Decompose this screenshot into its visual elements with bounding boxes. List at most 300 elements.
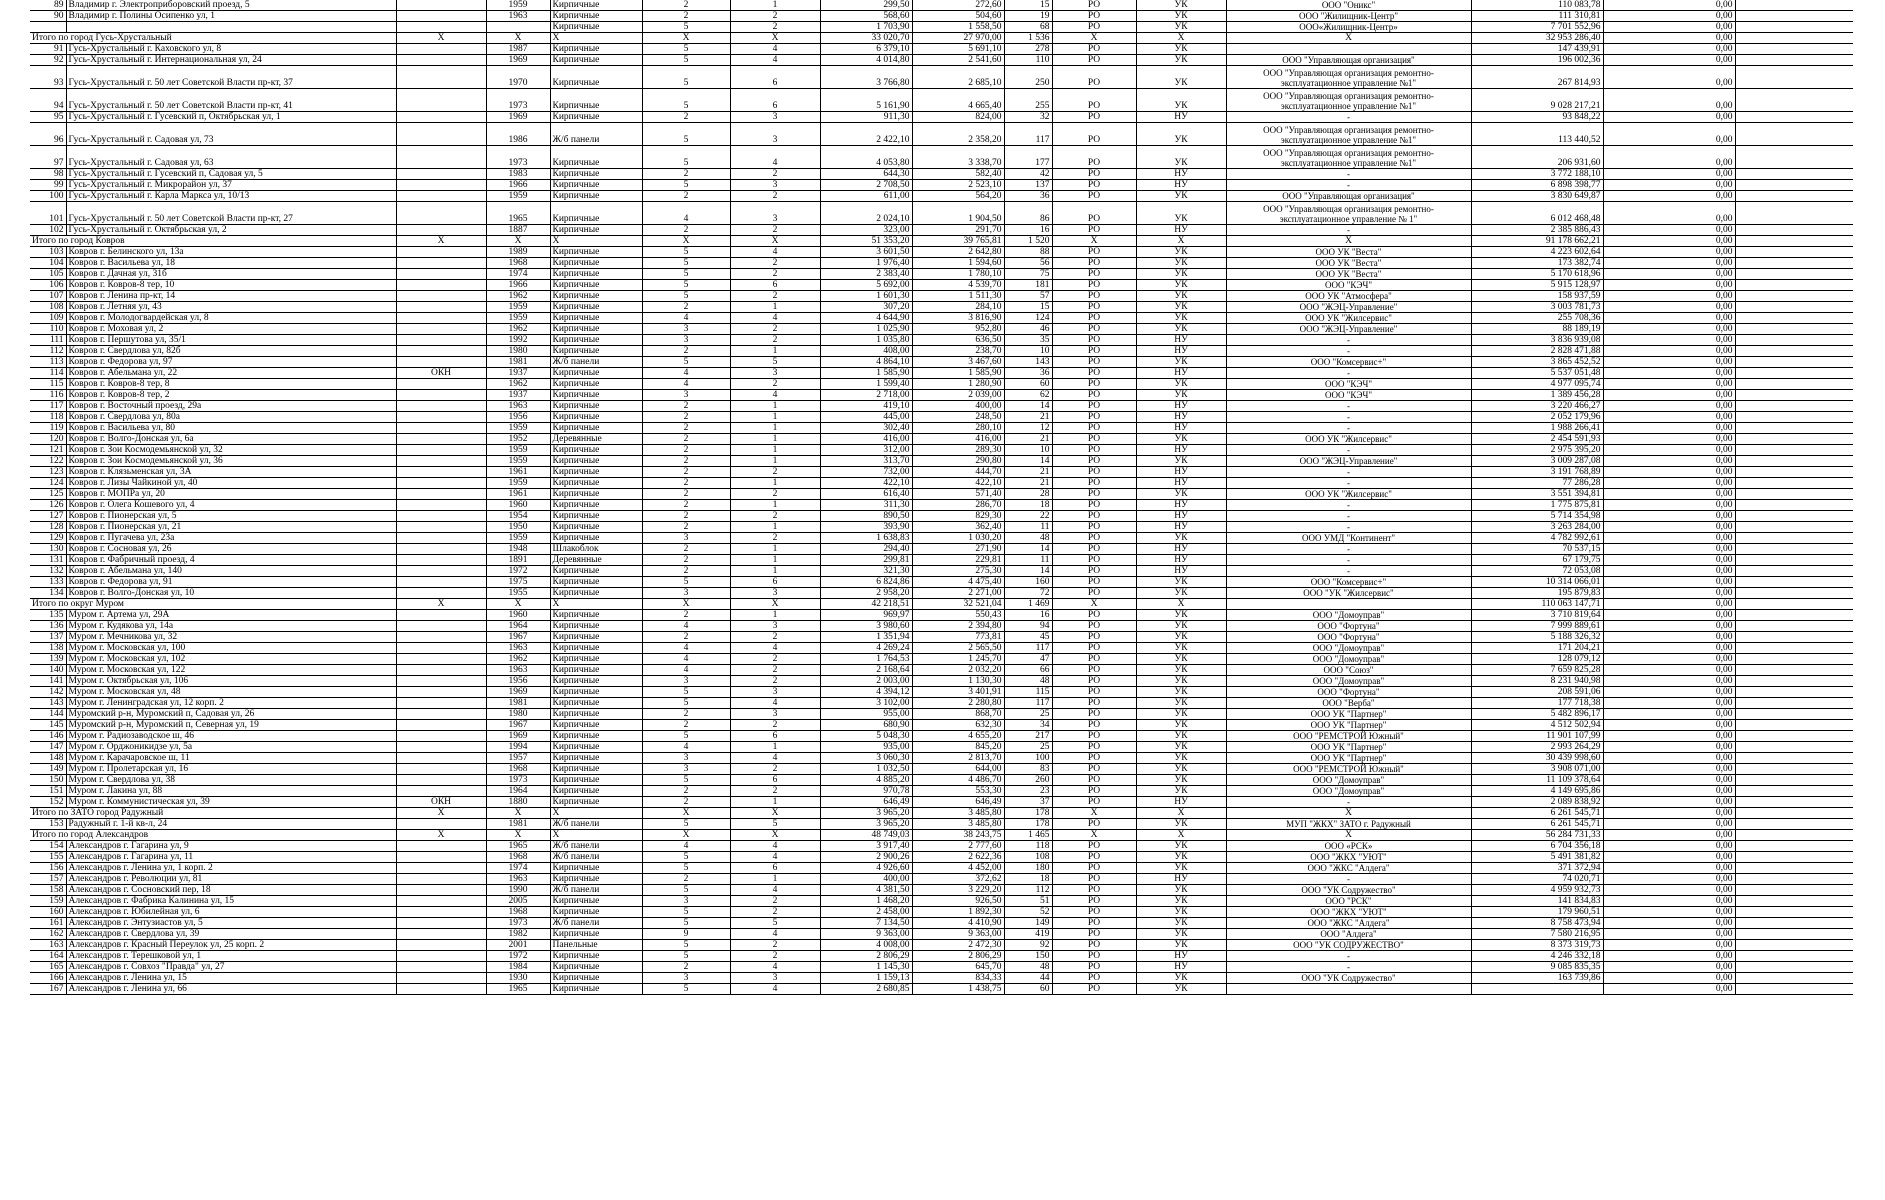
row-number: 146	[30, 731, 66, 742]
row-number: 159	[30, 896, 66, 907]
year-cell: 1960	[486, 610, 550, 621]
floors-cell: 5	[642, 775, 730, 786]
table-row	[30, 456, 1853, 467]
fund-method-cell: РО	[1052, 533, 1136, 544]
table-row	[30, 577, 1853, 588]
management-cell: НУ	[1136, 169, 1226, 180]
living-area-cell: 271,90	[912, 544, 1004, 555]
total-area-cell: 313,70	[820, 456, 912, 467]
heritage-cell	[396, 973, 486, 984]
entrances-cell: 2	[730, 258, 820, 269]
heritage-cell	[396, 467, 486, 478]
residents-cell: 62	[1004, 390, 1052, 401]
row-number: 124	[30, 478, 66, 489]
cost-cell: 2 385 886,43	[1471, 225, 1603, 236]
address-cell: Александров г. Ленина ул, 66	[66, 984, 396, 995]
year-cell: 1962	[486, 291, 550, 302]
residents-cell: 52	[1004, 907, 1052, 918]
subtotal-row	[30, 236, 1853, 247]
fund-method-cell: РО	[1052, 863, 1136, 874]
material-cell: Кирпичные	[550, 401, 642, 412]
row-number: 93	[30, 66, 66, 89]
year-cell: 1972	[486, 566, 550, 577]
living-area-cell: 829,30	[912, 511, 1004, 522]
material-cell: Кирпичные	[550, 368, 642, 379]
row-number: 138	[30, 643, 66, 654]
material-cell: Кирпичные	[550, 621, 642, 632]
zero-cell: 0,00	[1603, 731, 1735, 742]
table-row	[30, 544, 1853, 555]
entrances-cell: 1	[730, 456, 820, 467]
zero-cell: 0,00	[1603, 423, 1735, 434]
residents-cell: 1 536	[1004, 33, 1052, 44]
organization-cell: ООО "ЖКС "Алдега"	[1226, 918, 1471, 929]
row-number: 89	[30, 0, 66, 11]
living-area-cell: 416,00	[912, 434, 1004, 445]
table-row	[30, 731, 1853, 742]
entrances-cell: 2	[730, 191, 820, 202]
row-number: 102	[30, 225, 66, 236]
organization-cell: ООО "РЕМСТРОЙ Южный"	[1226, 764, 1471, 775]
cost-cell: 3 830 649,87	[1471, 191, 1603, 202]
floors-cell: 4	[642, 643, 730, 654]
table-row	[30, 819, 1853, 830]
zero-cell: 0,00	[1603, 313, 1735, 324]
living-area-cell: 3 229,20	[912, 885, 1004, 896]
floors-cell: 2	[642, 797, 730, 808]
management-cell: УК	[1136, 258, 1226, 269]
cost-cell: 70 537,15	[1471, 544, 1603, 555]
fund-method-cell: РО	[1052, 929, 1136, 940]
management-cell: НУ	[1136, 112, 1226, 123]
address-cell: Муром г. Московская ул, 100	[66, 643, 396, 654]
zero-cell: 0,00	[1603, 390, 1735, 401]
management-cell: УК	[1136, 302, 1226, 313]
year-cell: 1966	[486, 180, 550, 191]
residents-cell: 11	[1004, 555, 1052, 566]
heritage-cell	[396, 313, 486, 324]
fund-method-cell: X	[1052, 808, 1136, 819]
cost-cell: 110 063 147,71	[1471, 599, 1603, 610]
heritage-cell	[396, 544, 486, 555]
address-cell: Ковров г. Федорова ул, 91	[66, 577, 396, 588]
total-area-cell: 6 824,86	[820, 577, 912, 588]
living-area-cell: 275,30	[912, 566, 1004, 577]
total-area-cell: 7 134,50	[820, 918, 912, 929]
spacer-cell	[1735, 291, 1853, 302]
floors-cell: 3	[642, 676, 730, 687]
year-cell: 1989	[486, 247, 550, 258]
address-cell: Ковров г. Першутова ул, 35/1	[66, 335, 396, 346]
residents-cell: 108	[1004, 852, 1052, 863]
residents-cell: 46	[1004, 324, 1052, 335]
fund-method-cell: РО	[1052, 665, 1136, 676]
heritage-cell: X	[396, 33, 486, 44]
cost-cell: 3 220 466,27	[1471, 401, 1603, 412]
zero-cell: 0,00	[1603, 44, 1735, 55]
cost-cell: 3 836 939,08	[1471, 335, 1603, 346]
row-number: 161	[30, 918, 66, 929]
cost-cell: 3 191 768,89	[1471, 467, 1603, 478]
address-cell: Муром г. Коммунистическая ул, 39	[66, 797, 396, 808]
cost-cell: 113 440,52	[1471, 123, 1603, 146]
material-cell: Кирпичные	[550, 146, 642, 169]
row-number: 115	[30, 379, 66, 390]
residents-cell: 83	[1004, 764, 1052, 775]
material-cell: Ж/б панели	[550, 357, 642, 368]
material-cell: Кирпичные	[550, 423, 642, 434]
cost-cell: 1 389 456,28	[1471, 390, 1603, 401]
spacer-cell	[1735, 533, 1853, 544]
heritage-cell	[396, 146, 486, 169]
floors-cell: 2	[642, 225, 730, 236]
living-area-cell: 2 622,36	[912, 852, 1004, 863]
residents-cell: 16	[1004, 610, 1052, 621]
organization-cell: -	[1226, 951, 1471, 962]
living-area-cell: 2 642,80	[912, 247, 1004, 258]
table-row	[30, 357, 1853, 368]
subtotal-row	[30, 33, 1853, 44]
management-cell: НУ	[1136, 522, 1226, 533]
heritage-cell: X	[396, 236, 486, 247]
organization-cell: ООО "РСК"	[1226, 896, 1471, 907]
total-area-cell: 2 168,64	[820, 665, 912, 676]
residents-cell: 1 465	[1004, 830, 1052, 841]
entrances-cell: 1	[730, 434, 820, 445]
management-cell: УК	[1136, 665, 1226, 676]
year-cell: 1969	[486, 687, 550, 698]
entrances-cell: 1	[730, 610, 820, 621]
zero-cell: 0,00	[1603, 676, 1735, 687]
address-cell: Ковров г. Дачная ул, 31б	[66, 269, 396, 280]
fund-method-cell: РО	[1052, 401, 1136, 412]
table-row	[30, 180, 1853, 191]
fund-method-cell: РО	[1052, 951, 1136, 962]
heritage-cell	[396, 11, 486, 22]
table-row	[30, 324, 1853, 335]
organization-cell: ООО "Домоуправ"	[1226, 643, 1471, 654]
address-cell: Ковров г. Пионерская ул, 5	[66, 511, 396, 522]
table-row	[30, 533, 1853, 544]
zero-cell: 0,00	[1603, 368, 1735, 379]
address-cell: Гусь-Хрустальный г. Октябрьская ул, 2	[66, 225, 396, 236]
management-cell: X	[1136, 33, 1226, 44]
cost-cell: 2 454 591,93	[1471, 434, 1603, 445]
spacer-cell	[1735, 0, 1853, 11]
heritage-cell	[396, 123, 486, 146]
organization-cell: ООО "Управляющая организация ремонтно-эксплуатационное управление №1"	[1226, 123, 1471, 146]
floors-cell: 5	[642, 55, 730, 66]
cost-cell: 110 083,78	[1471, 0, 1603, 11]
row-number: 167	[30, 984, 66, 995]
fund-method-cell: РО	[1052, 202, 1136, 225]
floors-cell: X	[642, 830, 730, 841]
zero-cell: 0,00	[1603, 258, 1735, 269]
material-cell: Кирпичные	[550, 500, 642, 511]
living-area-cell: 1 280,90	[912, 379, 1004, 390]
spacer-cell	[1735, 302, 1853, 313]
address-cell: Ковров г. Ковров-8 тер, 10	[66, 280, 396, 291]
zero-cell: 0,00	[1603, 357, 1735, 368]
total-area-cell: 3 102,00	[820, 698, 912, 709]
management-cell: УК	[1136, 11, 1226, 22]
living-area-cell: 1 594,60	[912, 258, 1004, 269]
spacer-cell	[1735, 180, 1853, 191]
row-number: 166	[30, 973, 66, 984]
address-cell: Ковров г. Сосновая ул, 26	[66, 544, 396, 555]
zero-cell: 0,00	[1603, 863, 1735, 874]
floors-cell: 2	[642, 456, 730, 467]
address-cell: Ковров г. Фабричный проезд, 4	[66, 555, 396, 566]
cost-cell: 8 373 319,73	[1471, 940, 1603, 951]
heritage-cell	[396, 918, 486, 929]
fund-method-cell: РО	[1052, 500, 1136, 511]
year-cell: 1962	[486, 379, 550, 390]
heritage-cell	[396, 852, 486, 863]
zero-cell: 0,00	[1603, 665, 1735, 676]
address-cell: Ковров г. Клязьменская ул, 3А	[66, 467, 396, 478]
floors-cell: X	[642, 236, 730, 247]
management-cell: УК	[1136, 191, 1226, 202]
row-number: 160	[30, 907, 66, 918]
spacer-cell	[1735, 467, 1853, 478]
fund-method-cell: РО	[1052, 852, 1136, 863]
total-area-cell: 33 020,70	[820, 33, 912, 44]
cost-cell: 3 908 071,00	[1471, 764, 1603, 775]
fund-method-cell: РО	[1052, 577, 1136, 588]
spacer-cell	[1735, 401, 1853, 412]
entrances-cell: 2	[730, 654, 820, 665]
row-number: 164	[30, 951, 66, 962]
management-cell: УК	[1136, 44, 1226, 55]
total-area-cell: 1 638,83	[820, 533, 912, 544]
management-cell: УК	[1136, 621, 1226, 632]
material-cell: Кирпичные	[550, 390, 642, 401]
floors-cell: 2	[642, 786, 730, 797]
zero-cell: 0,00	[1603, 588, 1735, 599]
spacer-cell	[1735, 33, 1853, 44]
year-cell: 1980	[486, 346, 550, 357]
fund-method-cell: РО	[1052, 280, 1136, 291]
heritage-cell	[396, 280, 486, 291]
floors-cell: 5	[642, 146, 730, 169]
row-number: 114	[30, 368, 66, 379]
subtotal-label: Итого по город Александров	[30, 830, 396, 841]
management-cell: УК	[1136, 753, 1226, 764]
heritage-cell	[396, 390, 486, 401]
organization-cell: -	[1226, 555, 1471, 566]
material-cell: Кирпичные	[550, 786, 642, 797]
table-row	[30, 489, 1853, 500]
row-number: 163	[30, 940, 66, 951]
management-cell: НУ	[1136, 346, 1226, 357]
spacer-cell	[1735, 984, 1853, 995]
table-row	[30, 764, 1853, 775]
entrances-cell: X	[730, 808, 820, 819]
spacer-cell	[1735, 797, 1853, 808]
floors-cell: 2	[642, 874, 730, 885]
living-area-cell: 280,10	[912, 423, 1004, 434]
total-area-cell: 611,00	[820, 191, 912, 202]
residents-cell: 60	[1004, 379, 1052, 390]
management-cell: УК	[1136, 456, 1226, 467]
zero-cell: 0,00	[1603, 544, 1735, 555]
cost-cell: 6 898 398,77	[1471, 180, 1603, 191]
residents-cell: 115	[1004, 687, 1052, 698]
organization-cell: ООО "Домоуправ"	[1226, 610, 1471, 621]
living-area-cell: 3 467,60	[912, 357, 1004, 368]
management-cell: УК	[1136, 929, 1226, 940]
management-cell: УК	[1136, 66, 1226, 89]
year-cell: 1960	[486, 500, 550, 511]
residents-cell: 14	[1004, 544, 1052, 555]
address-cell: Муром г. Московская ул, 48	[66, 687, 396, 698]
zero-cell: 0,00	[1603, 280, 1735, 291]
table-row	[30, 742, 1853, 753]
material-cell: X	[550, 33, 642, 44]
fund-method-cell: РО	[1052, 489, 1136, 500]
row-number: 153	[30, 819, 66, 830]
residents-cell: 14	[1004, 401, 1052, 412]
management-cell: НУ	[1136, 467, 1226, 478]
spacer-cell	[1735, 973, 1853, 984]
zero-cell: 0,00	[1603, 566, 1735, 577]
fund-method-cell: РО	[1052, 11, 1136, 22]
row-number: 150	[30, 775, 66, 786]
total-area-cell: 4 008,00	[820, 940, 912, 951]
residents-cell: 160	[1004, 577, 1052, 588]
entrances-cell: 3	[730, 202, 820, 225]
material-cell: Кирпичные	[550, 907, 642, 918]
zero-cell: 0,00	[1603, 511, 1735, 522]
spacer-cell	[1735, 478, 1853, 489]
material-cell: Ж/б панели	[550, 918, 642, 929]
year-cell: 1959	[486, 423, 550, 434]
management-cell: НУ	[1136, 368, 1226, 379]
material-cell: Кирпичные	[550, 169, 642, 180]
spacer-cell	[1735, 169, 1853, 180]
table-row	[30, 89, 1853, 112]
material-cell: Кирпичные	[550, 379, 642, 390]
residents-cell: 94	[1004, 621, 1052, 632]
residents-cell: 112	[1004, 885, 1052, 896]
address-cell: Муром г. Мечникова ул, 32	[66, 632, 396, 643]
table-row	[30, 698, 1853, 709]
fund-method-cell: РО	[1052, 412, 1136, 423]
fund-method-cell: РО	[1052, 720, 1136, 731]
address-cell: Ковров г. Олега Кошевого ул, 4	[66, 500, 396, 511]
material-cell: Деревянные	[550, 555, 642, 566]
living-area-cell: 2 523,10	[912, 180, 1004, 191]
entrances-cell: X	[730, 599, 820, 610]
floors-cell: 2	[642, 544, 730, 555]
residents-cell: 21	[1004, 478, 1052, 489]
cost-cell: 173 382,74	[1471, 258, 1603, 269]
floors-cell: 2	[642, 500, 730, 511]
fund-method-cell: РО	[1052, 775, 1136, 786]
spacer-cell	[1735, 445, 1853, 456]
living-area-cell: 38 243,75	[912, 830, 1004, 841]
table-row	[30, 720, 1853, 731]
floors-cell: 2	[642, 112, 730, 123]
cost-cell: 3 263 284,00	[1471, 522, 1603, 533]
organization-cell: ООО "Верба"	[1226, 698, 1471, 709]
heritage-cell	[396, 191, 486, 202]
organization-cell: -	[1226, 797, 1471, 808]
management-cell: УК	[1136, 202, 1226, 225]
total-area-cell: 419,10	[820, 401, 912, 412]
zero-cell: 0,00	[1603, 940, 1735, 951]
living-area-cell: 3 338,70	[912, 146, 1004, 169]
entrances-cell: 4	[730, 313, 820, 324]
organization-cell: ООО "Фортуна"	[1226, 632, 1471, 643]
entrances-cell: 1	[730, 346, 820, 357]
cost-cell: 9 028 217,21	[1471, 89, 1603, 112]
fund-method-cell: РО	[1052, 123, 1136, 146]
residents-cell: 35	[1004, 335, 1052, 346]
entrances-cell: 2	[730, 940, 820, 951]
address-cell: Владимир г. Полины Осипенко ул, 1	[66, 11, 396, 22]
entrances-cell: 4	[730, 753, 820, 764]
address-cell: Александров г. Гагарина ул, 9	[66, 841, 396, 852]
table-row	[30, 44, 1853, 55]
row-number: 113	[30, 357, 66, 368]
residents-cell: 10	[1004, 445, 1052, 456]
living-area-cell: 4 539,70	[912, 280, 1004, 291]
heritage-cell	[396, 885, 486, 896]
table-row	[30, 863, 1853, 874]
fund-method-cell: РО	[1052, 566, 1136, 577]
address-cell: Александров г. Гагарина ул, 11	[66, 852, 396, 863]
total-area-cell: 4 269,24	[820, 643, 912, 654]
zero-cell: 0,00	[1603, 401, 1735, 412]
heritage-cell	[396, 753, 486, 764]
material-cell: Кирпичные	[550, 180, 642, 191]
address-cell: Александров г. Революции ул, 81	[66, 874, 396, 885]
cost-cell: 6 261 545,71	[1471, 819, 1603, 830]
management-cell: НУ	[1136, 544, 1226, 555]
living-area-cell: 553,30	[912, 786, 1004, 797]
total-area-cell: 302,40	[820, 423, 912, 434]
heritage-cell	[396, 500, 486, 511]
living-area-cell: 4 665,40	[912, 89, 1004, 112]
living-area-cell: 2 394,80	[912, 621, 1004, 632]
year-cell: 1961	[486, 489, 550, 500]
year-cell: 1891	[486, 555, 550, 566]
spacer-cell	[1735, 123, 1853, 146]
organization-cell: -	[1226, 962, 1471, 973]
material-cell: Кирпичные	[550, 720, 642, 731]
fund-method-cell: РО	[1052, 511, 1136, 522]
zero-cell: 0,00	[1603, 819, 1735, 830]
fund-method-cell: РО	[1052, 544, 1136, 555]
year-cell: 1969	[486, 112, 550, 123]
material-cell: Кирпичные	[550, 764, 642, 775]
fund-method-cell: РО	[1052, 819, 1136, 830]
year-cell: 1980	[486, 709, 550, 720]
cost-cell: 4 512 502,94	[1471, 720, 1603, 731]
living-area-cell: 2 541,60	[912, 55, 1004, 66]
heritage-cell	[396, 588, 486, 599]
address-cell: Гусь-Хрустальный г. Садовая ул, 63	[66, 146, 396, 169]
spacer-cell	[1735, 247, 1853, 258]
cost-cell: 3 772 188,10	[1471, 169, 1603, 180]
total-area-cell: 3 965,20	[820, 819, 912, 830]
zero-cell: 0,00	[1603, 269, 1735, 280]
residents-cell: 11	[1004, 522, 1052, 533]
living-area-cell: 4 452,00	[912, 863, 1004, 874]
fund-method-cell: РО	[1052, 335, 1136, 346]
